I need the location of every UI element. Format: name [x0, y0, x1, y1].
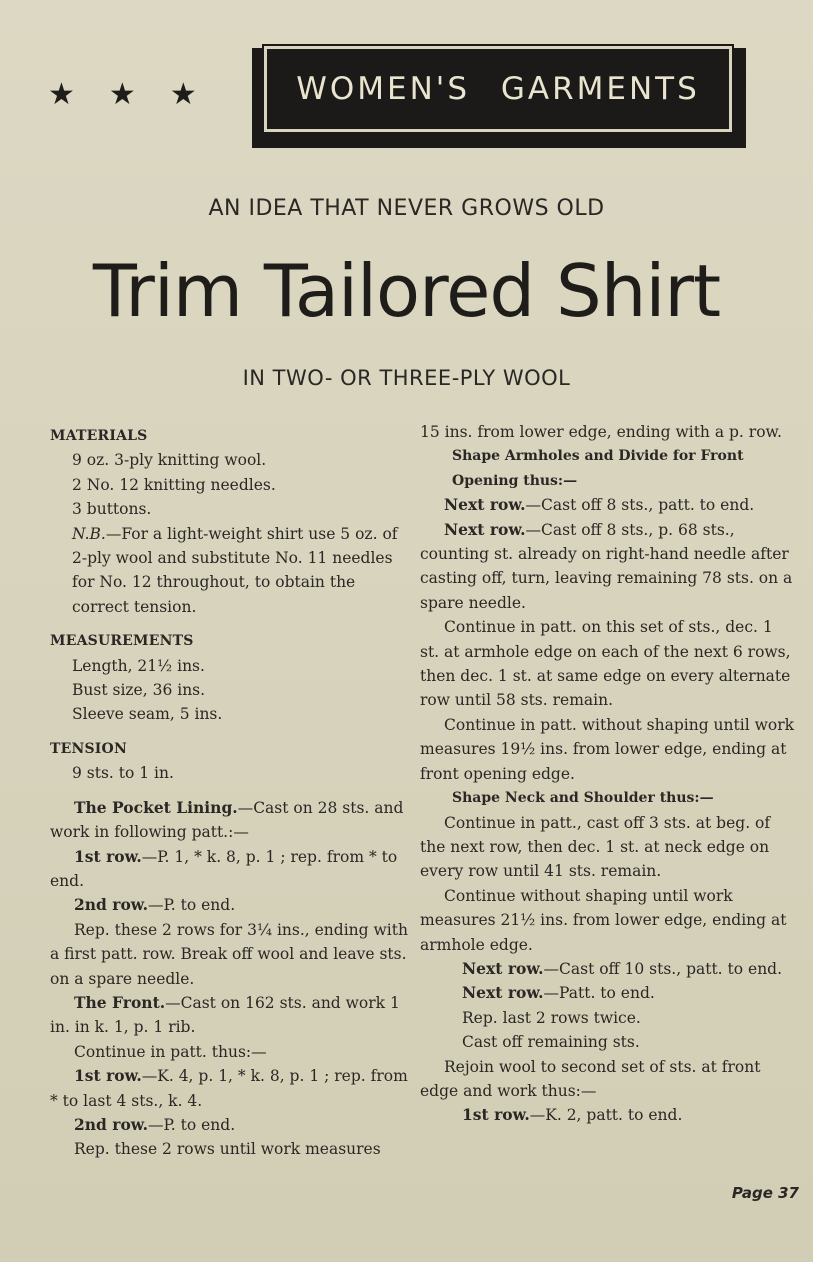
pocket-row-2 — [50, 893, 415, 917]
left-column — [50, 420, 415, 1162]
front-label: The Front. — [74, 992, 166, 1012]
page-title: Trim Tailored Shirt — [92, 249, 721, 333]
row-label: Next row. — [462, 983, 544, 1003]
row-text: —Patt. to end. — [543, 984, 655, 1003]
measurements-heading: MEASUREMENTS — [50, 633, 194, 650]
star-icon: ★ — [48, 77, 75, 112]
row-label: Next row. — [444, 519, 526, 539]
rejoin-text: Rejoin wool to second set of sts. at front edge and work thus:— — [420, 1057, 761, 1100]
pocket-row-1 — [50, 845, 415, 894]
materials-item: 9 oz. 3-ply knitting wool. — [72, 451, 267, 470]
row-text: —K. 2, patt. to end. — [529, 1106, 683, 1125]
measurement-item: Bust size, 36 ins. — [72, 681, 206, 700]
armhole-row-1 — [420, 493, 795, 517]
neck-row-1 — [420, 957, 795, 981]
star-icon: ★ — [169, 77, 197, 112]
front-row-2 — [50, 1113, 415, 1137]
neck-castoff: Cast off remaining sts. — [462, 1033, 640, 1052]
continued-text: 15 ins. from lower edge, ending with a p. row. — [420, 423, 782, 441]
row-text: —Cast off 10 sts., patt. to end. — [543, 959, 783, 978]
neck-row-2 — [420, 981, 795, 1005]
tension-text: 9 sts. to 1 in. — [72, 764, 174, 783]
pocket-paragraph — [50, 796, 415, 845]
row-label: 2nd row. — [74, 895, 148, 915]
nb-text: —For a light-weight shirt use 5 oz. of 2-ply wool and substitute No. 11 needles for No. 12 throughout, to obtain the correct tension. — [72, 524, 398, 616]
materials-item: 3 buttons. — [72, 500, 152, 519]
neck-continue-2: Continue without shaping until work measures 21½ ins. from lower edge, ending at armhole edge. — [420, 886, 787, 954]
row-text: —K. 4, p. 1, * k. 8, p. 1 ; rep. from * to last 4 sts., k. 4. — [50, 1067, 408, 1110]
row-text: —P. to end. — [147, 1115, 236, 1134]
star-icon: ★ — [108, 77, 136, 112]
row-label: Next row. — [462, 958, 544, 978]
neck-repeat: Rep. last 2 rows twice. — [462, 1008, 641, 1027]
neck-heading: Shape Neck and Shoulder thus:— — [452, 790, 714, 807]
section-banner-text: WOMEN'S GARMENTS — [296, 71, 700, 107]
pocket-label: The Pocket Lining. — [74, 797, 238, 817]
materials-item: 2 No. 12 knitting needles. — [72, 475, 276, 494]
measurement-item: Sleeve seam, 5 ins. — [72, 705, 223, 724]
armhole-continue: Continue in patt. on this set of sts., dec. 1 st. at armhole edge on each of the next 6 rows, then dec. 1 st. at same edge on every alternate row until 58 sts. remain. — [420, 618, 791, 710]
front-repeat: Rep. these 2 rows until work measures — [74, 1140, 381, 1159]
front-continue: Continue in patt. thus:— — [74, 1042, 267, 1061]
row-label: Next row. — [444, 495, 526, 515]
kicker-text: AN IDEA THAT NEVER GROWS OLD — [208, 196, 605, 221]
armhole-row-2 — [420, 518, 795, 616]
section-banner — [264, 46, 732, 132]
pocket-text: —Cast on 28 sts. and work in following patt.:— — [50, 798, 404, 842]
front-text: —Cast on 162 sts. and work 1 in. in k. 1, p. 1 rib. — [50, 993, 400, 1037]
nb-label: N.B. — [72, 524, 106, 543]
tension-heading: TENSION — [50, 740, 127, 757]
measurement-item: Length, 21½ ins. — [72, 656, 205, 675]
rejoin-row-1 — [420, 1103, 795, 1127]
row-label: 1st row. — [462, 1105, 530, 1125]
armhole-heading: Shape Armholes and Divide for Front Opening thus:— — [452, 448, 744, 489]
row-label: 1st row. — [74, 1066, 142, 1086]
row-text: —P. 1, * k. 8, p. 1 ; rep. from * to end. — [50, 847, 398, 890]
row-label: 2nd row. — [74, 1114, 148, 1134]
row-text: —Cast off 8 sts., p. 68 sts., counting st. already on right-hand needle after casting off, turn, leaving remaining 78 sts. on a spare needle. — [420, 520, 793, 612]
front-paragraph — [50, 991, 415, 1040]
materials-heading: MATERIALS — [50, 428, 148, 444]
row-label: 1st row. — [74, 846, 142, 866]
page-subtitle: IN TWO- OR THREE-PLY WOOL — [242, 366, 571, 390]
row-text: —P. to end. — [147, 896, 236, 915]
right-column — [420, 420, 795, 1128]
front-row-1 — [50, 1064, 415, 1113]
page-number: Page 37 — [731, 1184, 799, 1202]
armhole-continue-2: Continue in patt. without shaping until work measures 19½ ins. from lower edge, ending at front opening edge. — [420, 715, 794, 783]
star-ornaments — [48, 77, 197, 112]
pocket-repeat: Rep. these 2 rows for 3¼ ins., ending with a first patt. row. Break off wool and leave sts. on a spare needle. — [50, 920, 408, 988]
neck-continue: Continue in patt., cast off 3 sts. at beg. of the next row, then dec. 1 st. at neck edge on every row until 41 sts. remain. — [420, 813, 771, 881]
row-text: —Cast off 8 sts., patt. to end. — [525, 496, 755, 515]
nb-note — [50, 522, 415, 620]
